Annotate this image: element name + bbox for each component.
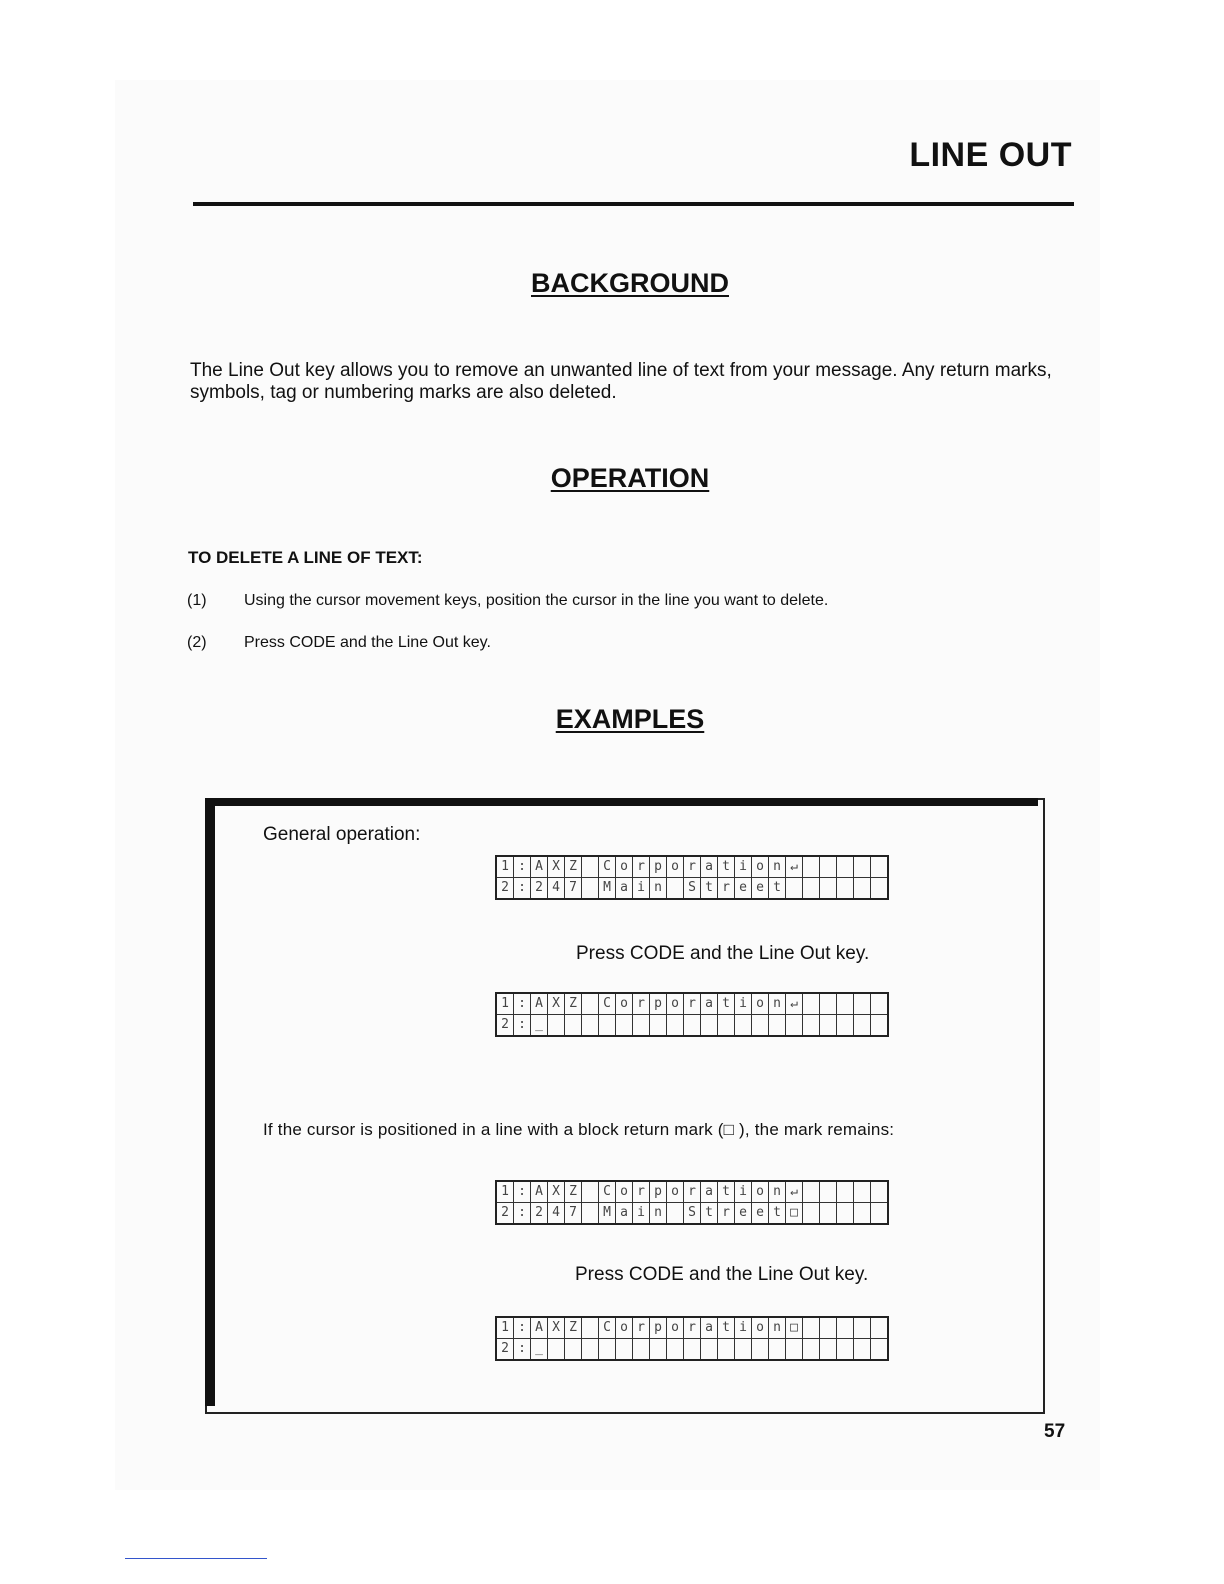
lcd-cell: : bbox=[514, 1203, 531, 1225]
lcd-cell: a bbox=[616, 1203, 633, 1225]
lcd-cell: 2 bbox=[496, 1339, 514, 1361]
lcd-cell: A bbox=[531, 1181, 548, 1203]
lcd-cell bbox=[684, 1339, 701, 1361]
lcd-cell bbox=[820, 993, 837, 1015]
lcd-cell bbox=[650, 1339, 667, 1361]
lcd-cell bbox=[837, 1181, 854, 1203]
lcd-cell bbox=[582, 1317, 599, 1339]
lcd-cell: t bbox=[718, 993, 735, 1015]
lcd-cell: Z bbox=[565, 1317, 582, 1339]
lcd-cell bbox=[871, 993, 889, 1015]
lcd-cell: 1 bbox=[496, 856, 514, 878]
lcd-cell bbox=[684, 1015, 701, 1037]
lcd-cell: 2 bbox=[496, 1203, 514, 1225]
lcd-cell: M bbox=[599, 1203, 616, 1225]
lcd-cell bbox=[837, 1339, 854, 1361]
lcd-cell bbox=[854, 1015, 871, 1037]
return-mark-icon: ↵ bbox=[786, 993, 803, 1015]
lcd-cell bbox=[667, 1015, 684, 1037]
lcd-cell bbox=[599, 1339, 616, 1361]
lcd-row bbox=[496, 856, 888, 878]
lcd-cell bbox=[820, 1317, 837, 1339]
lcd-cell bbox=[786, 878, 803, 900]
lcd-cell bbox=[803, 1203, 820, 1225]
lcd-cell: 4 bbox=[548, 878, 565, 900]
lcd-cell: Z bbox=[565, 993, 582, 1015]
lcd-cell bbox=[854, 1317, 871, 1339]
lcd-cell: o bbox=[752, 1181, 769, 1203]
lcd-row bbox=[496, 1015, 888, 1037]
lcd-cell: r bbox=[633, 1317, 650, 1339]
lcd-cell bbox=[871, 856, 889, 878]
lcd-cell: o bbox=[752, 1317, 769, 1339]
lcd-cell: X bbox=[548, 1317, 565, 1339]
examples-box-left-edge bbox=[205, 798, 215, 1406]
lcd-cell: C bbox=[599, 1181, 616, 1203]
lcd-cell: 2 bbox=[531, 1203, 548, 1225]
lcd-cell: r bbox=[684, 1317, 701, 1339]
lcd-display-2 bbox=[495, 992, 889, 1037]
lcd-cell bbox=[565, 1015, 582, 1037]
lcd-cell bbox=[820, 1339, 837, 1361]
background-heading: BACKGROUND bbox=[531, 268, 729, 298]
lcd-cell bbox=[582, 1339, 599, 1361]
lcd-cell bbox=[582, 993, 599, 1015]
lcd-cell: 1 bbox=[496, 993, 514, 1015]
operation-heading: OPERATION bbox=[550, 463, 710, 493]
lcd-cell bbox=[667, 1339, 684, 1361]
lcd-cell bbox=[854, 993, 871, 1015]
lcd-cell: e bbox=[735, 878, 752, 900]
lcd-cell bbox=[820, 856, 837, 878]
lcd-cell: : bbox=[514, 856, 531, 878]
lcd-cell bbox=[548, 1339, 565, 1361]
lcd-cell: n bbox=[769, 1181, 786, 1203]
lcd-cell bbox=[820, 1203, 837, 1225]
lcd-cell: 1 bbox=[496, 1317, 514, 1339]
lcd-cell bbox=[854, 878, 871, 900]
lcd-cell: A bbox=[531, 1317, 548, 1339]
lcd-row bbox=[496, 1181, 888, 1203]
lcd-cell bbox=[837, 878, 854, 900]
step-1-text: Using the cursor movement keys, position the cursor in the line you want to delete. bbox=[244, 592, 829, 609]
lcd-cell: r bbox=[684, 856, 701, 878]
lcd-cell bbox=[633, 1015, 650, 1037]
lcd-cell bbox=[565, 1339, 582, 1361]
lcd-cell: p bbox=[650, 1317, 667, 1339]
lcd-cell: a bbox=[616, 878, 633, 900]
lcd-cell: o bbox=[667, 1181, 684, 1203]
lcd-cell: p bbox=[650, 1181, 667, 1203]
lcd-cell: o bbox=[616, 1317, 633, 1339]
title-rule bbox=[193, 202, 1074, 206]
lcd-cell: : bbox=[514, 1339, 531, 1361]
lcd-cell bbox=[803, 856, 820, 878]
lcd-cell: 2 bbox=[496, 1015, 514, 1037]
lcd-cell bbox=[582, 856, 599, 878]
lcd-cell bbox=[582, 1203, 599, 1225]
lcd-row bbox=[496, 1339, 888, 1361]
lcd-cell: n bbox=[769, 993, 786, 1015]
lcd-cell bbox=[837, 856, 854, 878]
lcd-cell bbox=[786, 1339, 803, 1361]
lcd-cell bbox=[701, 1339, 718, 1361]
return-mark-icon: ↵ bbox=[786, 856, 803, 878]
lcd-cell: 2 bbox=[531, 878, 548, 900]
lcd-cell bbox=[650, 1015, 667, 1037]
lcd-cell: p bbox=[650, 856, 667, 878]
lcd-cell: M bbox=[599, 878, 616, 900]
lcd-cell: t bbox=[701, 878, 718, 900]
lcd-cell bbox=[718, 1015, 735, 1037]
lcd-cell bbox=[582, 878, 599, 900]
lcd-cell: r bbox=[718, 1203, 735, 1225]
lcd-cell bbox=[599, 1015, 616, 1037]
lcd-cell: C bbox=[599, 856, 616, 878]
lcd-cell: C bbox=[599, 1317, 616, 1339]
step-2-text: Press CODE and the Line Out key. bbox=[244, 634, 491, 651]
lcd-row bbox=[496, 878, 888, 900]
footer-link-line bbox=[125, 1558, 267, 1559]
lcd-cell bbox=[667, 878, 684, 900]
operation-subheading: TO DELETE A LINE OF TEXT: bbox=[188, 548, 423, 567]
lcd-cell bbox=[582, 1181, 599, 1203]
lcd-cell: A bbox=[531, 856, 548, 878]
lcd-cell: a bbox=[701, 1181, 718, 1203]
lcd-cell bbox=[820, 1015, 837, 1037]
lcd-cell: S bbox=[684, 878, 701, 900]
lcd-cell: 7 bbox=[565, 1203, 582, 1225]
lcd-cell: r bbox=[633, 856, 650, 878]
lcd-cell bbox=[871, 1015, 889, 1037]
lcd-cell: 4 bbox=[548, 1203, 565, 1225]
lcd-cell bbox=[616, 1015, 633, 1037]
lcd-cell: o bbox=[667, 856, 684, 878]
lcd-cell bbox=[871, 1339, 889, 1361]
lcd-cell bbox=[837, 1015, 854, 1037]
page-title: LINE OUT bbox=[909, 136, 1072, 174]
lcd-cell bbox=[803, 1339, 820, 1361]
lcd-cell bbox=[667, 1203, 684, 1225]
lcd-cell: t bbox=[701, 1203, 718, 1225]
lcd-cell: S bbox=[684, 1203, 701, 1225]
lcd-cell bbox=[752, 1339, 769, 1361]
lcd-cell bbox=[803, 878, 820, 900]
lcd-cell: o bbox=[616, 993, 633, 1015]
lcd-cell bbox=[803, 1015, 820, 1037]
lcd-cell bbox=[871, 878, 889, 900]
lcd-cell bbox=[871, 1317, 889, 1339]
lcd-cell: X bbox=[548, 1181, 565, 1203]
lcd-cell: t bbox=[718, 856, 735, 878]
lcd-cell: : bbox=[514, 993, 531, 1015]
lcd-cell: i bbox=[633, 878, 650, 900]
lcd-row bbox=[496, 1317, 888, 1339]
lcd-cell: 1 bbox=[496, 1181, 514, 1203]
lcd-cell: e bbox=[752, 1203, 769, 1225]
lcd-cell: X bbox=[548, 856, 565, 878]
lcd-cell bbox=[837, 1203, 854, 1225]
lcd-cell bbox=[786, 1015, 803, 1037]
lcd-cell bbox=[752, 1015, 769, 1037]
lcd-cell: i bbox=[735, 856, 752, 878]
lcd-cell: _ bbox=[531, 1015, 548, 1037]
lcd-cell bbox=[837, 993, 854, 1015]
lcd-cell: e bbox=[752, 878, 769, 900]
lcd-cell: r bbox=[633, 993, 650, 1015]
lcd-cell: n bbox=[769, 856, 786, 878]
lcd-cell bbox=[582, 1015, 599, 1037]
block-return-mark-icon: □ bbox=[786, 1317, 803, 1339]
lcd-display-3 bbox=[495, 1180, 889, 1225]
lcd-cell: : bbox=[514, 878, 531, 900]
lcd-cell: : bbox=[514, 1181, 531, 1203]
lcd-cell bbox=[718, 1339, 735, 1361]
lcd-cell bbox=[616, 1339, 633, 1361]
lcd-cell bbox=[854, 1339, 871, 1361]
step-1 bbox=[187, 592, 828, 610]
background-text-line1: The Line Out key allows you to remove an unwanted line of text from your message. Any return marks, bbox=[190, 360, 1052, 381]
lcd-cell: p bbox=[650, 993, 667, 1015]
lcd-cell: e bbox=[735, 1203, 752, 1225]
lcd-cell bbox=[735, 1339, 752, 1361]
step-2 bbox=[187, 634, 491, 652]
lcd-cell: n bbox=[769, 1317, 786, 1339]
caption-press-code-2: Press CODE and the Line Out key. bbox=[575, 1264, 869, 1285]
lcd-cell: i bbox=[735, 1181, 752, 1203]
lcd-cell: a bbox=[701, 993, 718, 1015]
lcd-cell bbox=[769, 1339, 786, 1361]
lcd-cell: Z bbox=[565, 1181, 582, 1203]
lcd-cell bbox=[854, 856, 871, 878]
block-return-mark-icon: □ bbox=[786, 1203, 803, 1225]
lcd-cell: 2 bbox=[496, 878, 514, 900]
lcd-cell: i bbox=[735, 1317, 752, 1339]
block-return-note: If the cursor is positioned in a line with a block return mark (□ ), the mark remains: bbox=[263, 1120, 895, 1139]
step-1-number: (1) bbox=[187, 592, 207, 609]
lcd-cell: a bbox=[701, 856, 718, 878]
lcd-cell: n bbox=[650, 1203, 667, 1225]
lcd-cell bbox=[837, 1317, 854, 1339]
examples-box-top-edge bbox=[205, 798, 1038, 806]
lcd-row bbox=[496, 1203, 888, 1225]
lcd-cell: C bbox=[599, 993, 616, 1015]
page-number: 57 bbox=[1044, 1421, 1066, 1442]
lcd-cell: : bbox=[514, 1317, 531, 1339]
lcd-cell: r bbox=[633, 1181, 650, 1203]
lcd-display-1 bbox=[495, 855, 889, 900]
lcd-cell: r bbox=[718, 878, 735, 900]
lcd-cell bbox=[633, 1339, 650, 1361]
lcd-row bbox=[496, 993, 888, 1015]
lcd-cell: X bbox=[548, 993, 565, 1015]
lcd-cell bbox=[548, 1015, 565, 1037]
lcd-cell: o bbox=[667, 1317, 684, 1339]
lcd-cell bbox=[803, 1317, 820, 1339]
lcd-cell: t bbox=[718, 1317, 735, 1339]
examples-heading: EXAMPLES bbox=[555, 704, 705, 734]
general-operation-label: General operation: bbox=[263, 824, 421, 845]
lcd-cell: t bbox=[718, 1181, 735, 1203]
lcd-cell bbox=[871, 1203, 889, 1225]
lcd-cell bbox=[803, 1181, 820, 1203]
lcd-cell: a bbox=[701, 1317, 718, 1339]
lcd-cell bbox=[871, 1181, 889, 1203]
lcd-cell bbox=[820, 1181, 837, 1203]
lcd-cell bbox=[803, 993, 820, 1015]
lcd-cell: i bbox=[633, 1203, 650, 1225]
lcd-cell: o bbox=[752, 993, 769, 1015]
caption-press-code-1: Press CODE and the Line Out key. bbox=[576, 943, 870, 964]
lcd-cell: o bbox=[752, 856, 769, 878]
lcd-cell: n bbox=[650, 878, 667, 900]
lcd-cell: i bbox=[735, 993, 752, 1015]
background-text-line2: symbols, tag or numbering marks are also deleted. bbox=[190, 382, 617, 403]
lcd-cell bbox=[735, 1015, 752, 1037]
lcd-cell: Z bbox=[565, 856, 582, 878]
lcd-display-4 bbox=[495, 1316, 889, 1361]
lcd-cell: t bbox=[769, 878, 786, 900]
lcd-cell: r bbox=[684, 993, 701, 1015]
lcd-cell: r bbox=[684, 1181, 701, 1203]
lcd-cell bbox=[854, 1203, 871, 1225]
step-2-number: (2) bbox=[187, 634, 207, 651]
return-mark-icon: ↵ bbox=[786, 1181, 803, 1203]
lcd-cell bbox=[820, 878, 837, 900]
lcd-cell: 7 bbox=[565, 878, 582, 900]
lcd-cell: _ bbox=[531, 1339, 548, 1361]
lcd-cell: o bbox=[616, 1181, 633, 1203]
lcd-cell bbox=[769, 1015, 786, 1037]
lcd-cell: : bbox=[514, 1015, 531, 1037]
lcd-cell bbox=[701, 1015, 718, 1037]
lcd-cell: o bbox=[667, 993, 684, 1015]
lcd-cell: t bbox=[769, 1203, 786, 1225]
lcd-cell bbox=[854, 1181, 871, 1203]
lcd-cell: o bbox=[616, 856, 633, 878]
lcd-cell: A bbox=[531, 993, 548, 1015]
